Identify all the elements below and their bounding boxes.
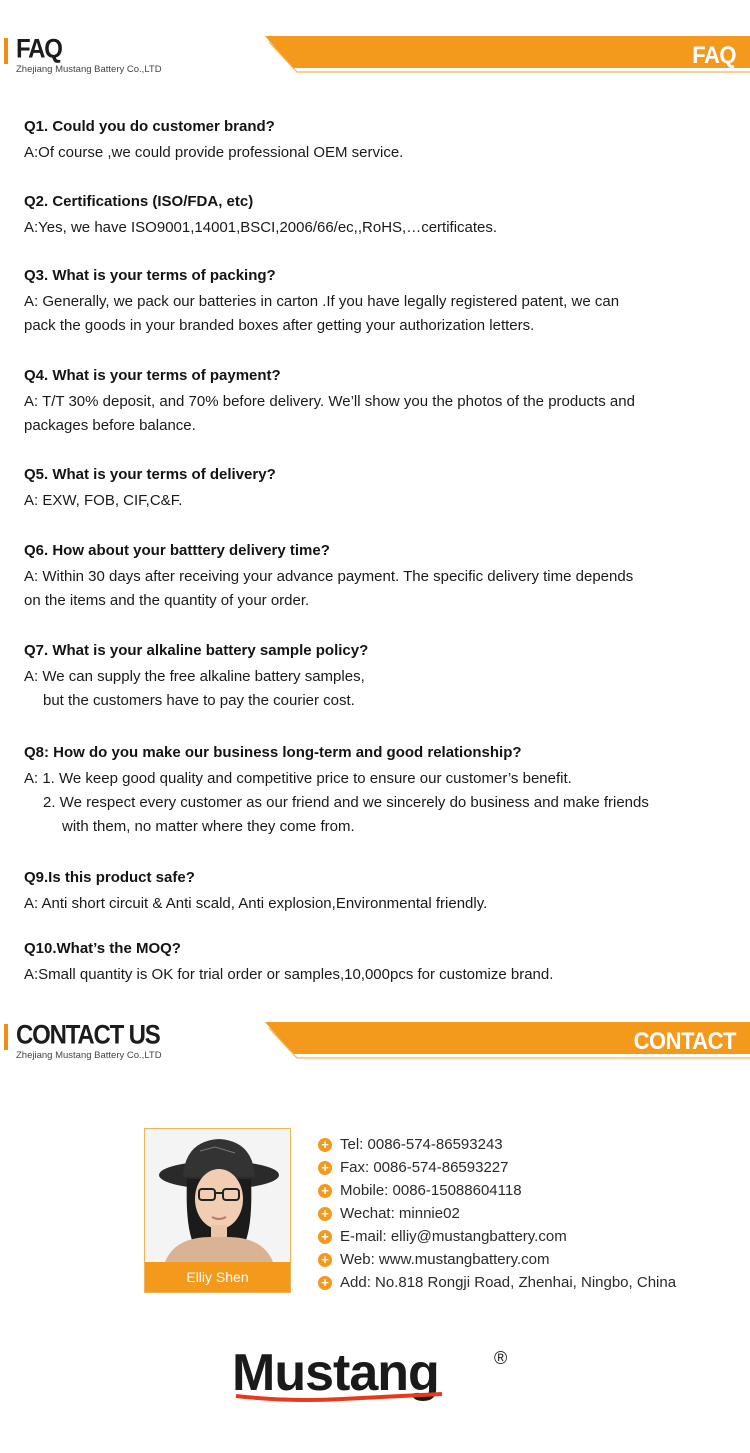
mustang-logo [232, 1338, 522, 1408]
faq-answer-line: A: 1. We keep good quality and competitive price to ensure our customer’s benefit. [24, 770, 572, 787]
faq-item [24, 193, 724, 240]
faq-answer [24, 565, 724, 613]
contact-item-text: Mobile: 0086-15088604118 [340, 1182, 522, 1199]
faq-question: Q8: How do you make our business long-term and good relationship? [24, 744, 522, 761]
faq-item [24, 869, 724, 916]
contact-item-text: Wechat: minnie02 [340, 1205, 460, 1222]
faq-item [24, 542, 724, 613]
faq-item [24, 744, 724, 839]
faq-item [24, 940, 724, 987]
plus-circle-icon: + [318, 1184, 332, 1198]
faq-question: Q2. Certifications (ISO/FDA, etc) [24, 193, 254, 210]
faq-answer [24, 390, 724, 438]
contact-photo-card [144, 1128, 291, 1293]
contact-item [318, 1202, 676, 1225]
faq-answer-line: on the items and the quantity of your order. [24, 592, 310, 609]
contact-item-text: Add: No.818 Rongji Road, Zhenhai, Ningbo, China [340, 1274, 677, 1291]
plus-circle-icon: + [318, 1207, 332, 1221]
faq-answer-line: 2. We respect every customer as our friend and we sincerely do business and make friends [43, 794, 649, 811]
faq-item [24, 118, 724, 165]
faq-question: Q4. What is your terms of payment? [24, 367, 281, 384]
faq-question: Q10.What’s the MOQ? [24, 940, 181, 957]
faq-answer [24, 216, 724, 240]
faq-answer [24, 767, 724, 839]
logo-wordmark: Mustang [232, 1344, 439, 1402]
faq-answer-line: A: We can supply the free alkaline battery samples, [24, 668, 365, 685]
contact-item [318, 1271, 676, 1294]
faq-answer-line: A: Anti short circuit & Anti scald, Anti explosion,Environmental friendly. [24, 895, 488, 912]
faq-answer-line: A: Within 30 days after receiving your advance payment. The specific delivery time depends [24, 568, 634, 585]
contact-item [318, 1133, 676, 1156]
faq-section-header [0, 34, 750, 94]
faq-answer-line: with them, no matter where they come from. [62, 818, 355, 835]
contact-item[interactable] [318, 1248, 676, 1271]
faq-item [24, 367, 724, 438]
contact-header-title: CONTACT US [16, 1020, 160, 1051]
faq-question: Q1. Could you do customer brand? [24, 118, 275, 135]
faq-answer-line: A: Generally, we pack our batteries in carton .If you have legally registered patent, we can [24, 293, 620, 310]
faq-answer-line: packages before balance. [24, 417, 196, 434]
logo-registered-mark: ® [494, 1348, 508, 1368]
faq-answer-line: A:Of course ,we could provide professional OEM service. [24, 144, 404, 161]
contact-section-header [0, 1020, 750, 1080]
faq-header-company: Zhejiang Mustang Battery Co.,LTD [16, 64, 162, 75]
contact-header-bar [265, 1022, 750, 1054]
faq-question: Q7. What is your alkaline battery sample policy? [24, 642, 369, 659]
faq-item [24, 267, 724, 338]
faq-answer-line: A: T/T 30% deposit, and 70% before delivery. We’ll show you the photos of the products and [24, 393, 635, 410]
faq-question: Q6. How about your batttery delivery time? [24, 542, 330, 559]
faq-answer-line: A:Small quantity is OK for trial order or samples,10,000pcs for customize brand. [24, 966, 554, 983]
contact-item-text: E-mail: elliy@mustangbattery.com [340, 1228, 567, 1245]
plus-circle-icon: + [318, 1253, 332, 1267]
contact-header-company: Zhejiang Mustang Battery Co.,LTD [16, 1050, 162, 1061]
faq-answer [24, 892, 724, 916]
faq-answer-line: pack the goods in your branded boxes after getting your authorization letters. [24, 317, 535, 334]
faq-answer [24, 489, 724, 513]
contact-item[interactable] [318, 1225, 676, 1248]
faq-answer-line: A: EXW, FOB, CIF,C&F. [24, 492, 183, 509]
faq-item [24, 466, 724, 513]
contact-item [318, 1156, 676, 1179]
contact-bar-label: CONTACT [633, 1027, 736, 1055]
faq-header-bar [265, 36, 750, 68]
faq-answer-line: but the customers have to pay the courier cost. [43, 692, 355, 709]
faq-answer-line: A:Yes, we have ISO9001,14001,BSCI,2006/66/ec,,RoHS,…certificates. [24, 219, 498, 236]
header-accent [4, 1024, 8, 1050]
faq-question: Q9.Is this product safe? [24, 869, 195, 886]
contact-name: Elliy Shen [145, 1262, 290, 1292]
contact-details-list [318, 1133, 676, 1294]
faq-item [24, 642, 724, 713]
faq-header-title: FAQ [16, 34, 62, 65]
faq-bar-label: FAQ [692, 41, 736, 69]
header-accent [4, 38, 8, 64]
plus-circle-icon: + [318, 1276, 332, 1290]
contact-item-text: Web: www.mustangbattery.com [340, 1251, 550, 1268]
plus-circle-icon: + [318, 1161, 332, 1175]
faq-answer [24, 963, 724, 987]
faq-question: Q3. What is your terms of packing? [24, 267, 276, 284]
faq-question: Q5. What is your terms of delivery? [24, 466, 276, 483]
faq-answer [24, 665, 724, 713]
plus-circle-icon: + [318, 1230, 332, 1244]
contact-item [318, 1179, 676, 1202]
avatar [145, 1129, 290, 1262]
plus-circle-icon: + [318, 1138, 332, 1152]
contact-item-text: Fax: 0086-574-86593227 [340, 1159, 509, 1176]
faq-answer [24, 290, 724, 338]
faq-answer [24, 141, 724, 165]
contact-item-text: Tel: 0086-574-86593243 [340, 1136, 503, 1153]
